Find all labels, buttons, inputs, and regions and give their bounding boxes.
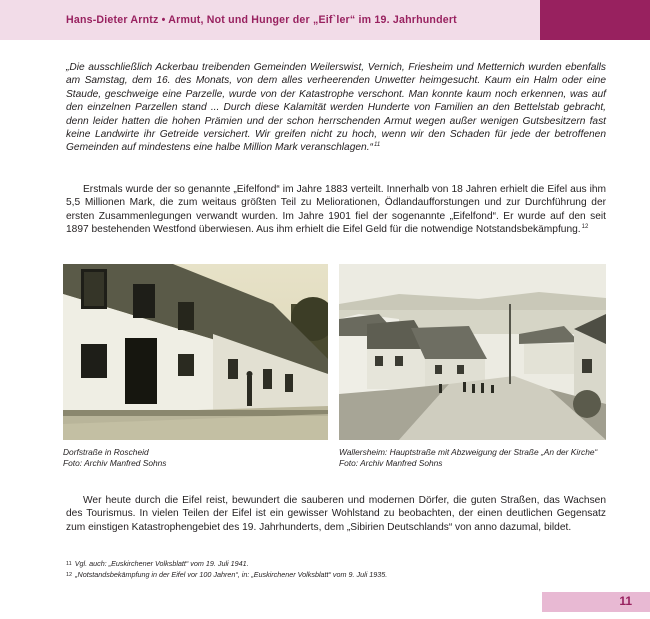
quote-footnote-ref[interactable]: 11 (373, 142, 381, 149)
footnote-text: „Notstandsbekämpfung in der Eifel vor 100 Jahren“, in: „Euskirchener Volksblatt“ vom 9. Juli 1935. (75, 569, 388, 579)
caption-wallersheim-credit: Foto: Archiv Manfred Sohns (339, 458, 443, 468)
footnote-number: 12 (66, 571, 73, 578)
caption-wallersheim-title: Wallersheim: Hauptstraße mit Abzweigung der Straße „An der Kirche“ (339, 447, 598, 457)
footnote-11 (66, 559, 606, 570)
caption-wallersheim (339, 447, 606, 469)
quote-block (66, 61, 606, 155)
caption-roscheid-credit: Foto: Archiv Manfred Sohns (63, 458, 167, 468)
footnote-number: 11 (66, 561, 72, 567)
footnotes (66, 559, 606, 580)
caption-roscheid-title: Dorfstraße in Roscheid (63, 447, 149, 457)
running-header-title: Hans-Dieter Arntz • Armut, Not und Hunger der „Eif`ler“ im 19. Jahrhundert (66, 14, 457, 26)
page-number: 11 (619, 594, 632, 608)
page-number-band (542, 592, 650, 612)
paragraph-eifelfond-footnote-ref[interactable]: 12 (581, 224, 589, 231)
footnote-12 (66, 570, 606, 581)
paragraph-today-text: Wer heute durch die Eifel reist, bewundert die sauberen und modernen Dörfer, die guten Straßen, das Wachsen des Tourismus. In vielen Teilen der Eifel ist ein gewisser Wohlstand zu beobachten, der einen deutlichen Gegensatz zum einstigen Katastrophengebiet des 19. Jahrhunderts, dem „Sibirien Deutschlands“ von anno dazumal, bildet. (66, 495, 606, 533)
caption-roscheid (63, 447, 323, 469)
paragraph-eifelfond (66, 183, 606, 237)
photo-wallersheim (339, 264, 606, 440)
paragraph-today (66, 494, 606, 534)
quote-text: „Die ausschließlich Ackerbau treibenden Gemeinden Weilerswist, Vernich, Friesheim und Metternich wurden ebenfalls am Samstag, dem 16. des Monats, von dem alles verheerenden Unwetter heimgesucht. Kaum ein Halm oder eine Staude, geschweige eine Parzelle, wurde von der Katastrophe verschont. Man konnte kaum noch erkennen, was auf den einzelnen Parzellen stand ... Durch diese Kalamität werden Hunderte von Familien an den Bettelstab gebracht, denn leider hatten die hohen Prämien und der schon herrschenden Armut wegen außer wenigen Gutsbesitzern fast keine Landwirte ihr Getreide versichert. Wir greifen nicht zu hoch, wenn wir den Schaden für jede der betroffenen Gemeinden auf mindestens eine halbe Million Mark veranschlagen.“ (66, 62, 606, 154)
footnote-text: Vgl. auch: „Euskirchener Volksblatt“ vom 19. Juli 1941. (74, 559, 249, 568)
header-accent-block (540, 0, 650, 40)
photo-roscheid (63, 264, 328, 440)
paragraph-eifelfond-text: Erstmals wurde der so genannte „Eifelfond“ im Jahre 1883 verteilt. Innerhalb von 18 Jahren erhielt die Eifel aus ihm 5,5 Millionen Mark, die zum weitaus größten Teil zu Meliorationen, Ödlandaufforstungen und zur Durchführung der ersten Zusammenlegungen verwandt wurden. Im Jahre 1901 fiel der sogenannte „Eifelfond“. Er wurde auf den seit 1897 bestehenden Westfond überwiesen. Aus ihm erhielt die Eifel Geld für die notwendige Notstandsbekämpfung. (66, 184, 606, 236)
